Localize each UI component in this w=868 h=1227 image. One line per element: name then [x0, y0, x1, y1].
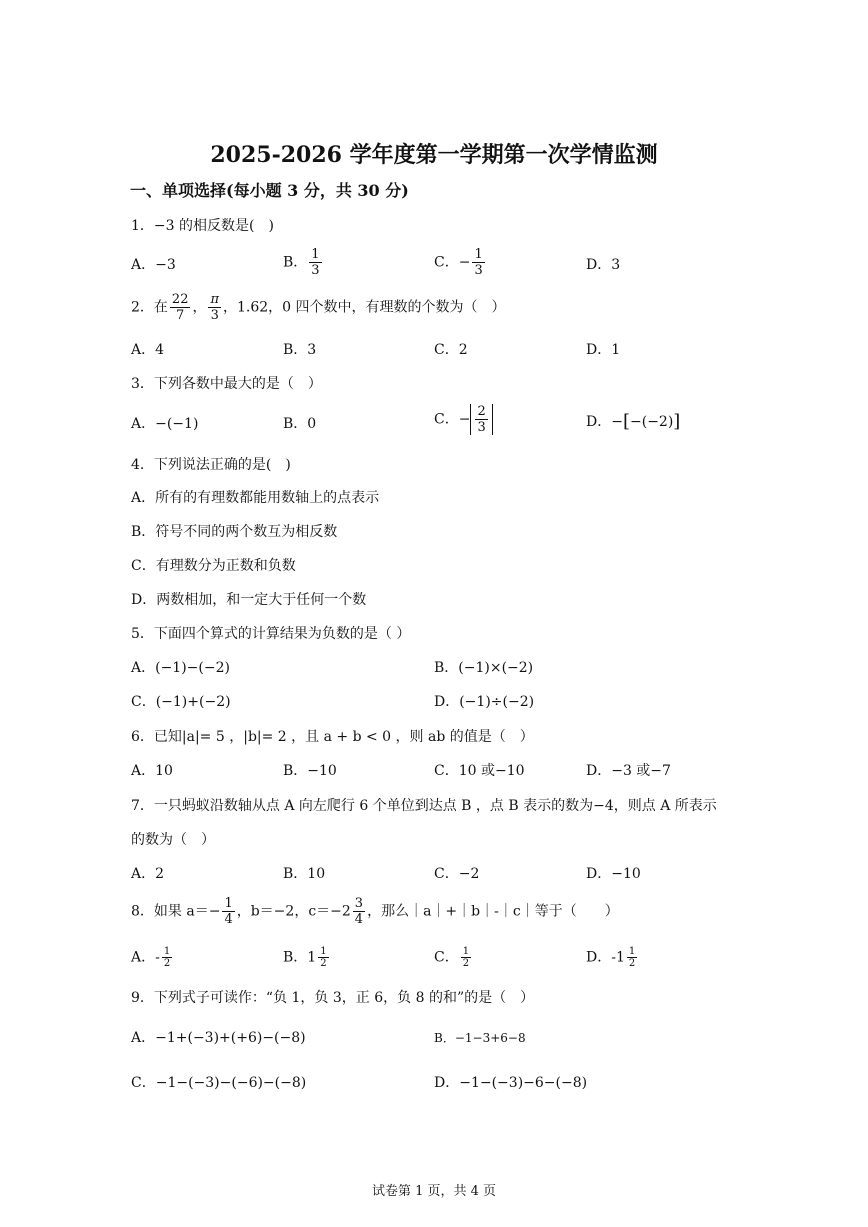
- q4-option-c: C．有理数分为正数和负数: [131, 558, 296, 574]
- question-4-stem: 4．下列说法正确的是( ): [131, 457, 291, 473]
- question-9-stem: 9．下列式子可读作：“负 1，负 3，正 6，负 8 的和”的是（ ）: [131, 990, 535, 1006]
- q1-option-d: D．3: [586, 257, 621, 273]
- q5-option-d: D．(−1)÷(−2): [434, 694, 535, 710]
- q9-option-a: A．−1+(−3)+(+6)−(−8): [131, 1030, 306, 1046]
- q9-option-d: D．−1−(−3)−6−(−8): [434, 1075, 588, 1091]
- q5-option-a: A．(−1)−(−2): [131, 660, 230, 676]
- question-7-stem-line2: 的数为（ ）: [131, 832, 215, 848]
- q1-option-a: A．−3: [131, 257, 176, 273]
- question-2-stem: 2．在 $\frac{22}{7}$ ， $\frac{\pi}{3}$ ，1.62，0 四个数中，有理数的个数为（ ）: [131, 292, 506, 323]
- question-3-stem: 3．下列各数中最大的是（ ）: [131, 376, 322, 392]
- question-7-stem-line1: 7．一只蚂蚁沿数轴从点 A 向左爬行 6 个单位到达点 B ，点 B 表示的数为−4，则点 A 所表示: [131, 798, 717, 814]
- question-5-stem: 5．下面四个算式的计算结果为负数的是（ ）: [131, 626, 411, 642]
- q8-option-d: D．-1 $\frac{1}{2}$: [586, 946, 636, 969]
- page-footer: 试卷第 1 页，共 4 页: [371, 1184, 497, 1199]
- question-6-stem: 6．已知|a|= 5 ，|b|= 2 ，且 a + b < 0 ，则 ab 的值是（ ）: [131, 729, 534, 745]
- q4-option-d: D．两数相加，和一定大于任何一个数: [131, 592, 367, 608]
- q8-option-a: A．- $\frac{1}{2}$: [131, 946, 171, 969]
- q6-option-a: A．10: [131, 763, 173, 779]
- q7-option-b: B．10: [283, 866, 326, 882]
- q7-option-c: C．−2: [434, 866, 480, 882]
- q8-option-c: C． $\frac{1}{2}$: [434, 946, 470, 969]
- q6-option-c: C．10 或−10: [434, 763, 525, 779]
- q2-option-d: D．1: [586, 342, 621, 358]
- q5-option-c: C．(−1)+(−2): [131, 694, 231, 710]
- q5-option-b: B．(−1)×(−2): [434, 660, 534, 676]
- q7-option-a: A．2: [131, 866, 165, 882]
- q2-option-b: B．3: [283, 342, 317, 358]
- q9-option-b: B．−1−3+6−8: [434, 1031, 526, 1045]
- section-heading: 一、单项选择(每小题 3 分，共 30 分): [130, 181, 409, 200]
- q9-option-c: C．−1−(−3)−(−6)−(−8): [131, 1075, 307, 1091]
- q3-option-c: C．− $\frac{2}{3}$: [434, 404, 493, 435]
- q1-option-b: B． $\frac{1}{3}$: [283, 247, 320, 278]
- q3-option-b: B．0: [283, 416, 317, 432]
- q4-option-a: A．所有的有理数都能用数轴上的点表示: [131, 490, 380, 506]
- q6-option-b: B．−10: [283, 763, 337, 779]
- question-8-stem: 8．如果 a＝− $\frac{1}{4}$ ，b＝−2，c＝−2 $\frac{3}{4}$ ，那么｜a｜+｜b｜-｜c｜等于（ ）: [131, 896, 619, 927]
- q4-option-b: B．符号不同的两个数互为相反数: [131, 524, 338, 540]
- q8-option-b: B．1 $\frac{1}{2}$: [283, 946, 327, 969]
- q2-option-a: A．4: [131, 342, 165, 358]
- q7-option-d: D．−10: [586, 866, 641, 882]
- q3-option-d: D．−[−(−2)]: [586, 411, 681, 432]
- q1-option-c: C．− $\frac{1}{3}$: [434, 247, 483, 278]
- q2-option-c: C．2: [434, 342, 468, 358]
- exam-title: 2025-2026 学年度第一学期第一次学情监测: [210, 142, 658, 168]
- q3-option-a: A．−(−1): [131, 416, 199, 432]
- q6-option-d: D．−3 或−7: [586, 763, 671, 779]
- question-1-stem: 1．−3 的相反数是( ): [131, 218, 274, 234]
